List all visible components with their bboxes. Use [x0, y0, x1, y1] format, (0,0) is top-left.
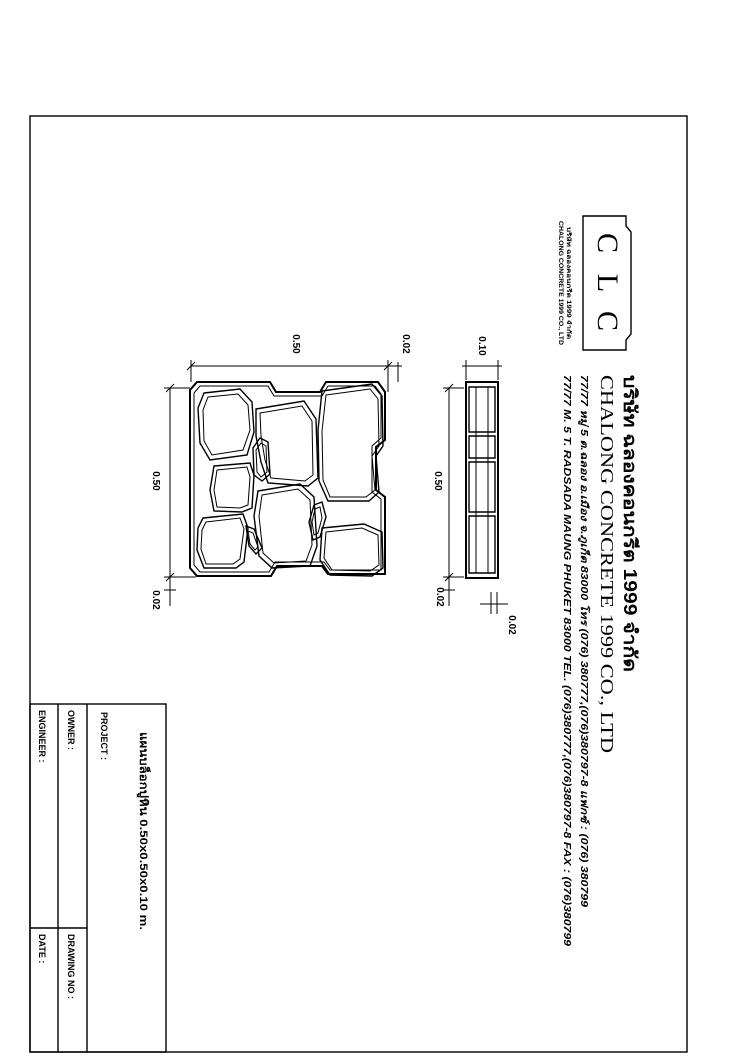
side-outline	[466, 382, 498, 578]
logo-caption-english: CHALONG CONCRETE 1999 CO., LTD	[557, 221, 563, 329]
stone	[201, 518, 244, 564]
title-block	[30, 704, 166, 1052]
plan-width-dimension	[187, 334, 392, 392]
side-thickness-dimension	[462, 336, 502, 380]
stone	[253, 438, 270, 481]
side-length-label: 0.50	[432, 471, 443, 491]
plan-width-label: 0.50	[290, 334, 301, 354]
drawing-no-label: DRAWING NO :	[66, 934, 76, 999]
stone	[322, 389, 379, 497]
side-gap-label: 0.02	[434, 587, 445, 607]
plan-gap-top-label: 0.02	[400, 334, 411, 354]
stone	[198, 389, 254, 460]
drawing-title: แผนบล็อกปูหิน 0.50x0.50x0.10 m.	[137, 732, 149, 898]
plan-view	[150, 334, 411, 610]
owner-label: OWNER :	[66, 710, 76, 750]
plan-gap-bottom-dimension	[150, 577, 176, 610]
plan-gap-top-dimension	[388, 334, 411, 382]
project-label: PROJECT :	[99, 712, 109, 761]
stone	[214, 467, 250, 508]
company-info	[561, 375, 640, 947]
logo-letter-1: C	[591, 232, 624, 254]
side-length-dimension	[432, 384, 464, 581]
date-label: DATE :	[37, 934, 47, 964]
side-gap-dimension	[434, 577, 455, 607]
stone	[259, 489, 312, 563]
company-name-english: CHALONG CONCRETE 1999 CO., LTD	[597, 375, 617, 680]
stone	[254, 484, 317, 568]
company-address-english: 77/77 M. 5 T. RADSADA MAUNG PHUKET 83000 TEL. (076)380777,(076)380797-8 FAX : (076)380799	[561, 375, 572, 841]
company-address-thai: 77/77 หมู่ 5 ต.ฉลอง อ.เมือง จ.ภูเก็ต 83000 โทร (076) 380777,(076)380797-8 แฟกซ์ : (076) 380799	[578, 375, 589, 806]
logo-letter-3: C	[591, 310, 624, 332]
company-logo	[557, 216, 631, 350]
side-thickness-label: 0.10	[476, 336, 487, 356]
side-joint-dimension	[480, 592, 517, 635]
side-segments	[469, 387, 495, 573]
company-name-thai: บริษัท ฉลองคอนกรีต 1999 จำกัด	[620, 375, 640, 629]
engineer-label: ENGINEER :	[37, 710, 47, 763]
side-view	[432, 336, 517, 635]
stone	[324, 528, 379, 571]
stone	[312, 507, 322, 535]
logo-caption-thai: บริษัท ฉลองคอนกรีต 1999 จำกัด	[565, 227, 571, 312]
stone	[203, 394, 250, 455]
paver-stones	[197, 384, 383, 576]
stone	[318, 384, 383, 501]
side-joint-label: 0.02	[506, 615, 517, 635]
logo-letter-2: L	[591, 273, 624, 293]
plan-height-label: 0.50	[150, 471, 161, 491]
plan-gap-bottom-label: 0.02	[150, 590, 161, 610]
